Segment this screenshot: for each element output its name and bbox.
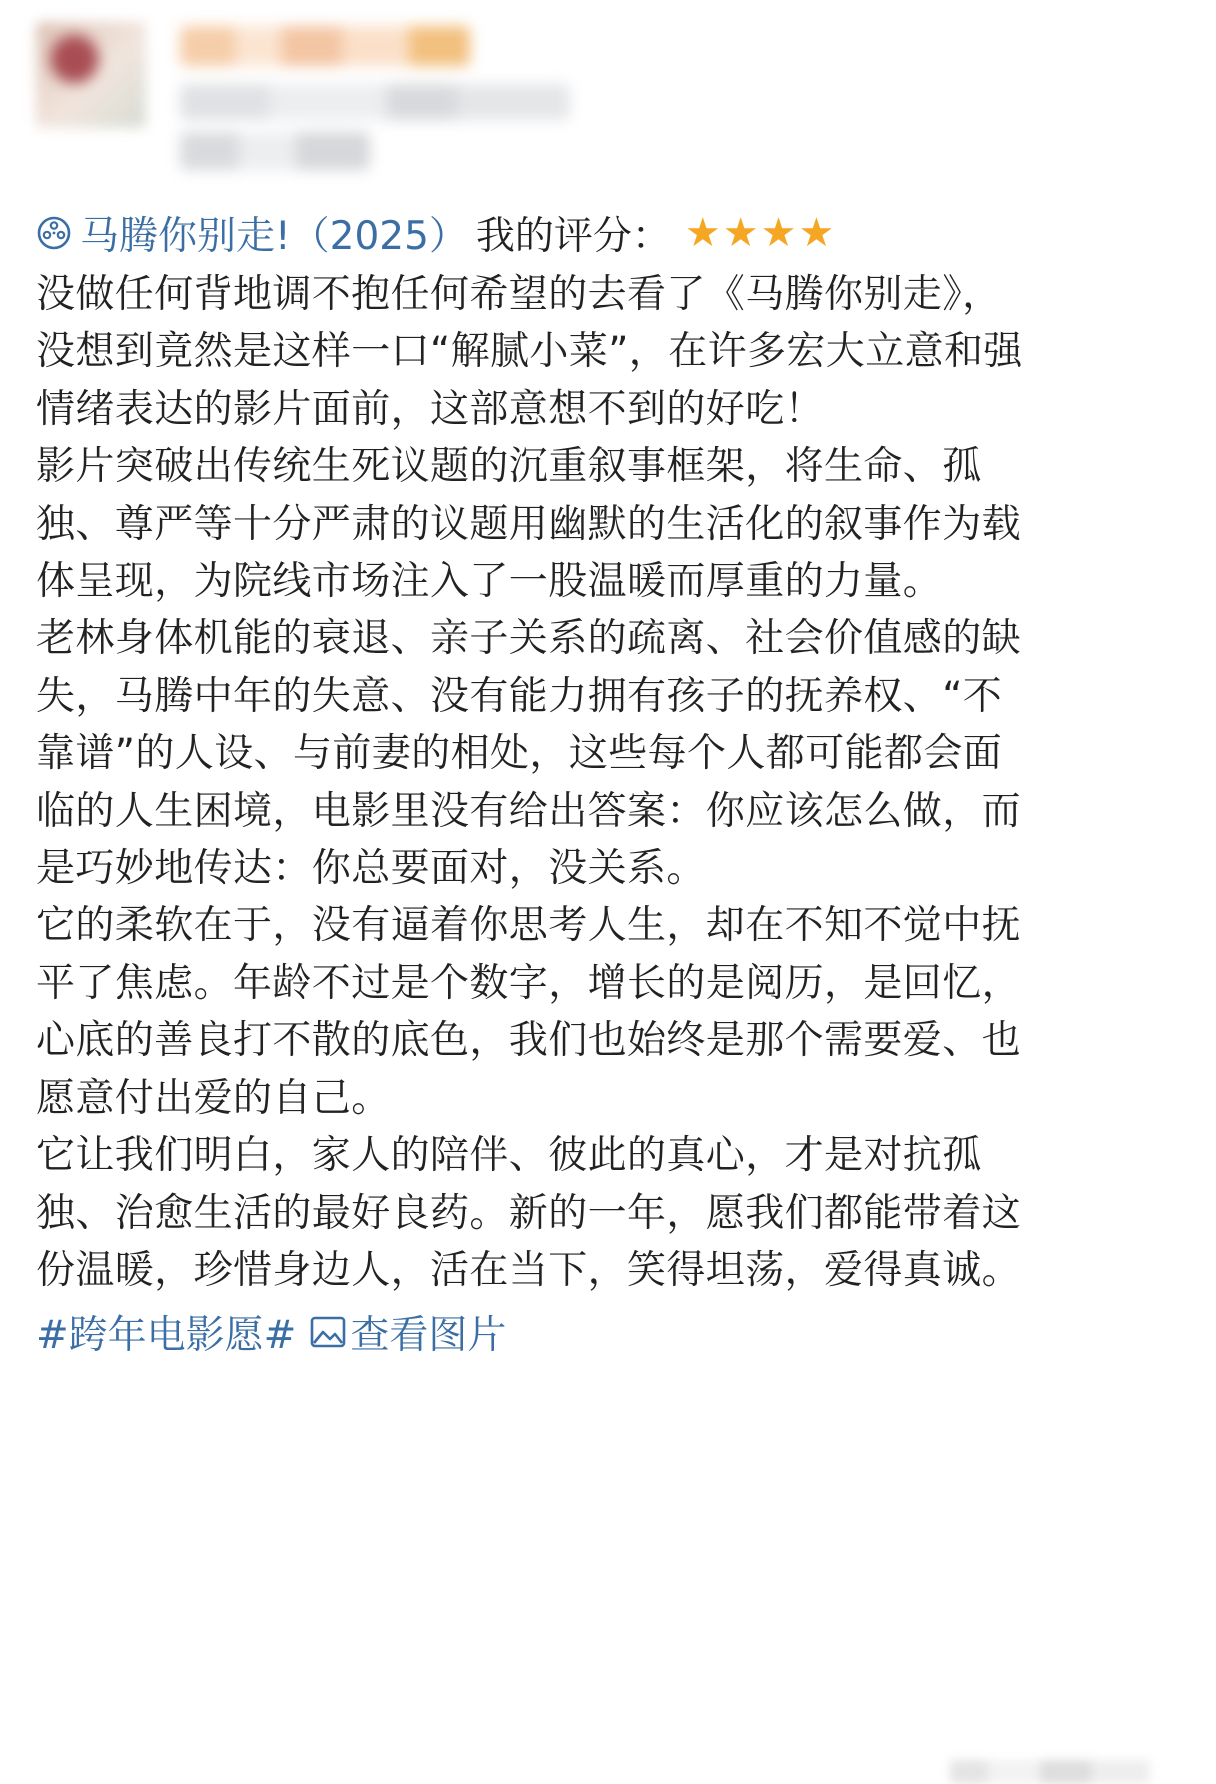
paragraph: 没做任何背地调不抱任何希望的去看了《马腾你别走》，没想到竟然是这样一口“解腻小菜”，在许多宏大立意和强情绪表达的影片面前，这部意想不到的好吃！: [36, 272, 1023, 432]
post-footer-links: [36, 1299, 1036, 1365]
username-blurred[interactable]: [180, 26, 470, 66]
film-reel-icon: [36, 215, 72, 251]
paragraph: 它的柔软在于，没有逼着你思考人生，却在不知不觉中抚平了焦虑。年龄不过是个数字，增长的是阅历，是回忆，心底的善良打不散的底色，我们也始终是那个需要爱、也愿意付出爱的自己。: [36, 903, 1022, 1121]
post-header: [0, 0, 1216, 210]
star-icon: ★: [684, 210, 721, 256]
paragraph: 影片突破出传统生死议题的沉重叙事框架，将生命、孤独、尊严等十分严肃的议题用幽默的生活化的叙事作为载体呈现，为院线市场注入了一股温暖而厚重的力量。: [36, 444, 1022, 605]
image-icon: [310, 1315, 346, 1349]
film-rating-line: [36, 200, 1036, 266]
rating-stars: [684, 210, 836, 256]
post-time-blurred: [180, 132, 370, 170]
view-pictures-link[interactable]: [310, 1304, 506, 1360]
paragraph: 它让我们明白，家人的陪伴、彼此的真心，才是对抗孤独、治愈生活的最好良药。新的一年，愿我们都能带着这份温暖，珍惜身边人，活在当下，笑得坦荡，爱得真诚。: [36, 1133, 1022, 1293]
hashtag-link[interactable]: #跨年电影愿#: [36, 1313, 297, 1359]
watermark-blurred: [950, 1760, 1150, 1784]
post-meta-blurred: [180, 84, 570, 120]
film-title-link[interactable]: 马腾你别走!（2025）: [80, 214, 468, 259]
rating-label: 我的评分：: [475, 214, 671, 259]
paragraph: 老林身体机能的衰退、亲子关系的疏离、社会价值感的缺失，马腾中年的失意、没有能力拥有孩子的抚养权、“不靠谱”的人设、与前妻的相处，这些每个人都可能都会面临的人生困境，电影里没有给出答案：你应该怎么做，而是巧妙地传达：你总要面对，没关系。: [36, 616, 1022, 892]
star-icon: ★: [760, 210, 797, 256]
star-icon: ★: [722, 210, 759, 256]
view-pictures-label: 查看图片: [350, 1313, 507, 1359]
post-body: [36, 200, 1036, 1365]
avatar[interactable]: [36, 22, 146, 128]
star-icon: ★: [798, 210, 835, 256]
